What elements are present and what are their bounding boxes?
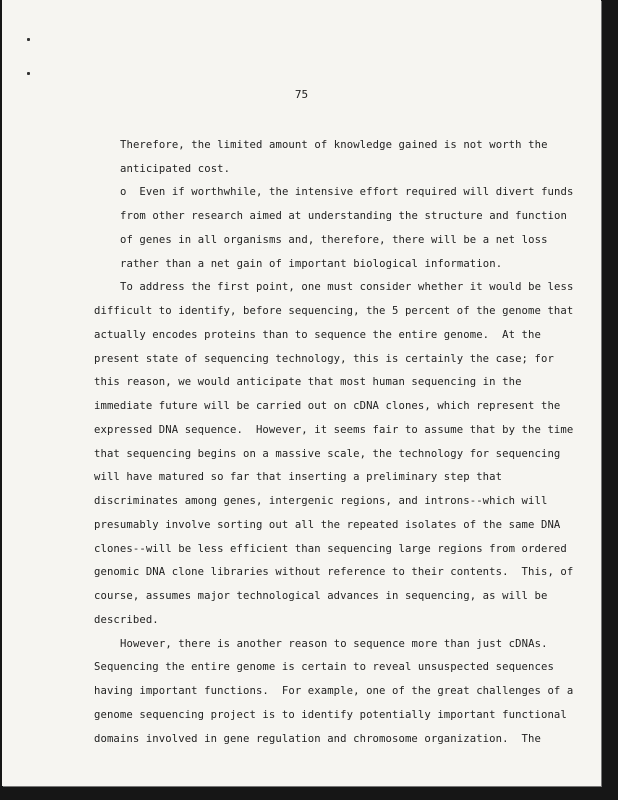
text-line: domains involved in gene regulation and chromosome organization. The (94, 733, 541, 745)
text-line: presumably involve sorting out all the repeated isolates of the same DNA (94, 519, 561, 531)
paragraph-start-line: However, there is another reason to sequence more than just cDNAs. (120, 638, 548, 650)
text-line: Therefore, the limited amount of knowledge gained is not worth the (120, 139, 548, 151)
text-line: genome sequencing project is to identify potentially important functional (94, 709, 567, 721)
text-line: course, assumes major technological advances in sequencing, as will be (94, 590, 548, 602)
text-line: discriminates among genes, intergenic regions, and introns--which will (94, 495, 548, 507)
bullet-line: o Even if worthwhile, the intensive effort required will divert funds (120, 186, 574, 198)
text-line: expressed DNA sequence. However, it seems fair to assume that by the time (94, 424, 574, 436)
text-line: actually encodes proteins than to sequence the entire genome. At the (94, 329, 541, 341)
page-number: 75 (294, 88, 309, 101)
paragraph-start-line: To address the first point, one must consider whether it would be less (120, 281, 574, 293)
text-line: Sequencing the entire genome is certain to reveal unsuspected sequences (94, 661, 554, 673)
text-line: present state of sequencing technology, this is certainly the case; for (94, 353, 554, 365)
text-line: difficult to identify, before sequencing, the 5 percent of the genome that (94, 305, 574, 317)
text-line: that sequencing begins on a massive scale, the technology for sequencing (94, 448, 561, 460)
margin-mark (27, 38, 30, 41)
text-line: described. (94, 614, 159, 626)
text-line: will have matured so far that inserting a preliminary step that (94, 471, 503, 483)
text-line: of genes in all organisms and, therefore, there will be a net loss (120, 234, 548, 246)
text-line: rather than a net gain of important biological information. (120, 258, 503, 270)
text-line: from other research aimed at understanding the structure and function (120, 210, 567, 222)
text-line: genomic DNA clone libraries without reference to their contents. This, of (94, 566, 574, 578)
margin-mark (27, 72, 30, 75)
document-page (2, 0, 601, 786)
text-line: immediate future will be carried out on cDNA clones, which represent the (94, 400, 561, 412)
text-line: anticipated cost. (120, 163, 231, 175)
text-line: clones--will be less efficient than sequencing large regions from ordered (94, 543, 567, 555)
text-line: having important functions. For example, one of the great challenges of a (94, 685, 574, 697)
text-line: this reason, we would anticipate that most human sequencing in the (94, 376, 522, 388)
